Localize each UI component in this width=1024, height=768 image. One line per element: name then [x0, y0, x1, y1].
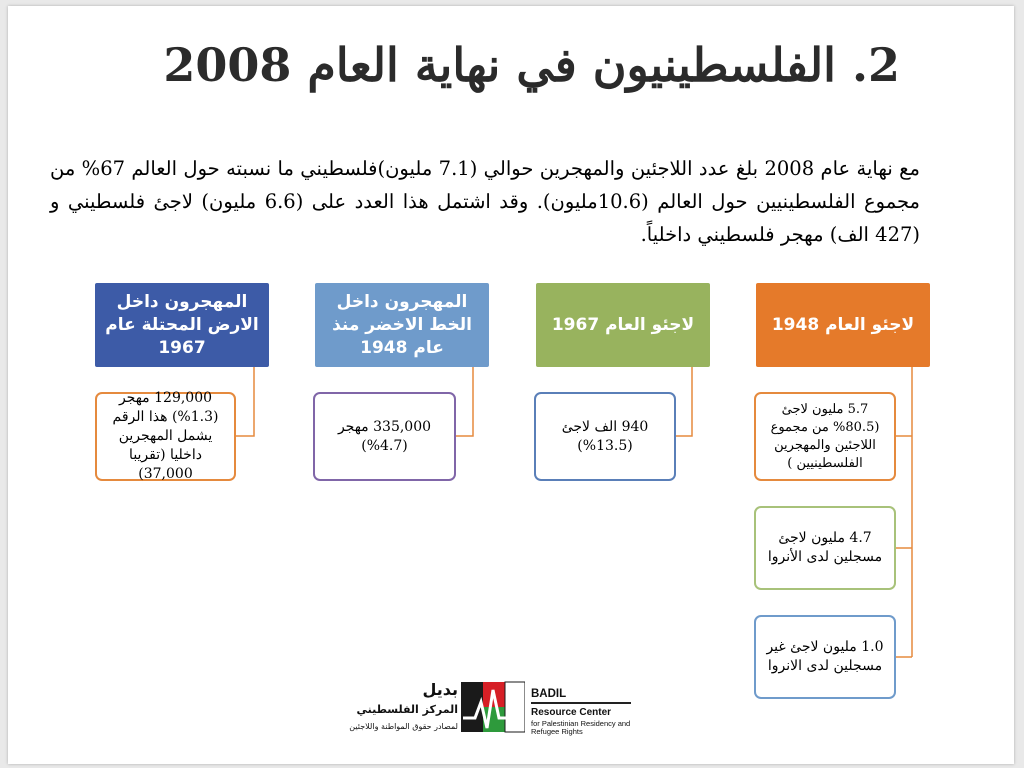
card-idp-1948: 335,000 مهجر (4.7%)	[313, 392, 456, 481]
logo-tagline-line-1: for Palestinian Residency and	[531, 719, 631, 728]
logo-divider	[531, 702, 631, 704]
badil-logo	[333, 678, 655, 740]
header-refugees-1948: لاجئو العام 1948	[756, 283, 930, 367]
card-refugees-unregistered: 1.0 مليون لاجئ غير مسجلين لدى الانروا	[754, 615, 896, 699]
card-refugees-registered: 4.7 مليون لاجئ مسجلين لدى الأنروا	[754, 506, 896, 590]
logo-english-name: BADIL	[531, 688, 567, 700]
logo-arabic-name: بديل	[422, 680, 458, 699]
logo-arabic-subtitle: المركز الفلسطيني	[356, 703, 458, 716]
slide-title: 2. الفلسطينيون في نهاية العام 2008	[163, 38, 900, 92]
card-refugees-1967: 940 الف لاجئ (13.5%)	[534, 392, 676, 481]
header-idp-1948: المهجرون داخل الخط الاخضر منذ عام 1948	[315, 283, 489, 367]
intro-paragraph: مع نهاية عام 2008 بلغ عدد اللاجئين والمهجرين حوالي (7.1 مليون)فلسطيني ما نسبته حول العالم 67% من مجموع الفلسطينيين حول العالم (10.6مليون). وقد اشتمل هذا العدد على (6.6 مليون) لاجئ فلسطيني و (427 الف) مهجر فلسطيني داخلياً.	[50, 157, 920, 246]
logo-english-tagline	[531, 720, 630, 736]
connector-h1	[236, 367, 254, 436]
header-idp-1967: المهجرون داخل الارض المحتلة عام 1967	[95, 283, 269, 367]
card-refugees-1948-total: 5.7 مليون لاجئ (80.5% من مجموع اللاجئين والمهجرين الفلسطينيين )	[754, 392, 896, 481]
connector-h2	[456, 367, 473, 436]
logo-english-subtitle: Resource Center	[531, 707, 612, 718]
logo-arabic-tagline: لمصادر حقوق المواطنة واللاجئين	[349, 722, 458, 731]
header-refugees-1967: لاجئو العام 1967	[536, 283, 710, 367]
connector-h3	[676, 367, 692, 436]
badil-logo-mark-icon	[461, 678, 525, 738]
logo-tagline-line-2: Refugee Rights	[531, 727, 583, 736]
card-idp-1967: 129,000 مهجر (1.3%) هذا الرقم يشمل المهجرين داخليا (تقريبا 37,000)	[95, 392, 236, 481]
